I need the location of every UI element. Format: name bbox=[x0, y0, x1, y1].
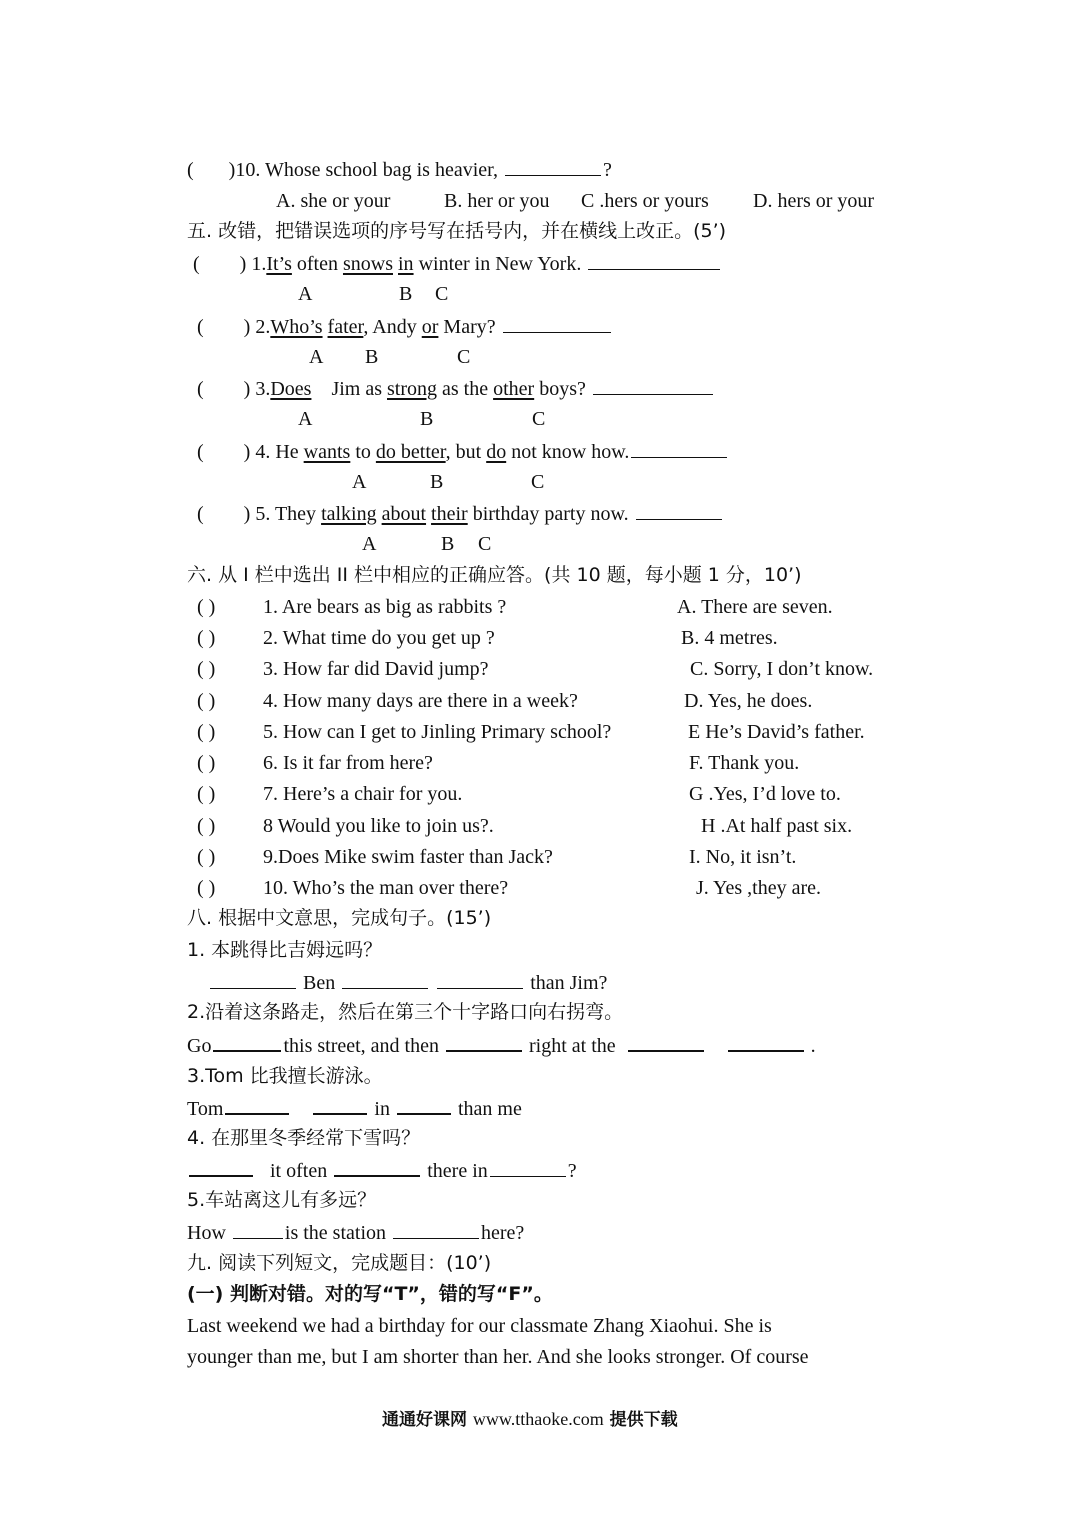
blank bbox=[728, 1032, 804, 1052]
question-3: 3. How far did David jump? bbox=[263, 658, 489, 680]
blank bbox=[397, 1095, 451, 1115]
text: as the bbox=[437, 378, 494, 400]
letter-b: B bbox=[430, 471, 444, 493]
s5-item-1 bbox=[193, 251, 722, 276]
s8-q3-chinese: 3.Tom 比我擅长游泳。 bbox=[187, 1065, 383, 1087]
item-num: 2. bbox=[255, 316, 271, 338]
item-num: 4. bbox=[255, 441, 271, 463]
blank bbox=[334, 1157, 420, 1177]
blank bbox=[210, 970, 296, 989]
s5-item-4 bbox=[197, 439, 729, 464]
option-c-text: or bbox=[421, 316, 439, 338]
text: birthday party now. bbox=[467, 503, 634, 525]
answer-paren: ( ) bbox=[197, 815, 216, 837]
footer bbox=[382, 1407, 678, 1432]
s8-q3-english bbox=[187, 1095, 522, 1121]
answer-paren: ( ) bbox=[197, 316, 251, 338]
letter-c: C bbox=[531, 471, 545, 493]
text: , Andy bbox=[363, 316, 422, 338]
letter-b: B bbox=[399, 283, 413, 305]
question-9: 9.Does Mike swim faster than Jack? bbox=[263, 846, 553, 868]
question-5: 5. How can I get to Jinling Primary school? bbox=[263, 721, 612, 743]
text: in bbox=[369, 1098, 395, 1120]
text: than Jim? bbox=[525, 972, 608, 994]
answer-paren: ( ) bbox=[197, 721, 216, 743]
text: Ben bbox=[298, 972, 341, 994]
letter-b: B bbox=[365, 346, 379, 368]
option-b-text: do better bbox=[375, 441, 446, 463]
section5-title: 五. 改错，把错误选项的序号写在括号内，并在横线上改正。(5’) bbox=[187, 220, 727, 242]
s5-item-5 bbox=[197, 501, 724, 526]
question-2: 2. What time do you get up ? bbox=[263, 627, 495, 649]
text: this street, and then bbox=[283, 1035, 444, 1057]
option-a-text: Who’s bbox=[270, 316, 323, 338]
answer-paren: ( ) bbox=[197, 378, 251, 400]
letter-c: C bbox=[478, 533, 492, 555]
s8-q1-english bbox=[208, 970, 607, 995]
s5-item-2 bbox=[197, 314, 613, 339]
text: He bbox=[270, 441, 304, 463]
question-7: 7. Here’s a chair for you. bbox=[263, 783, 463, 805]
text: They bbox=[270, 503, 322, 525]
q10-blank bbox=[505, 157, 601, 176]
text: winter in New York. bbox=[413, 253, 587, 275]
question-1: 1. Are bears as big as rabbits ? bbox=[263, 596, 507, 618]
text: Jim as bbox=[311, 378, 387, 400]
answer-paren: ( ) bbox=[187, 159, 236, 181]
text: boys? bbox=[534, 378, 591, 400]
q10-text: 10. Whose school bag is heavier, bbox=[235, 159, 503, 181]
answer-b: B. 4 metres. bbox=[681, 627, 778, 649]
q10-option-c: C .hers or yours bbox=[581, 190, 709, 212]
text: right at the bbox=[523, 1035, 621, 1057]
answer-paren: ( ) bbox=[193, 253, 247, 275]
question-4: 4. How many days are there in a week? bbox=[263, 690, 578, 712]
option-b-text: fater bbox=[327, 316, 364, 338]
option-b-text: strong bbox=[387, 378, 437, 400]
text: ? bbox=[567, 1160, 577, 1182]
letter-a: A bbox=[362, 533, 377, 555]
section8-title: 八. 根据中文意思，完成句子。(15’) bbox=[187, 907, 492, 929]
text: than me bbox=[452, 1098, 522, 1120]
item-num: 3. bbox=[255, 378, 271, 400]
answer-paren: ( ) bbox=[197, 503, 251, 525]
footer-url[interactable]: www.tthaoke.com bbox=[472, 1409, 604, 1429]
blank bbox=[342, 970, 428, 989]
blank bbox=[225, 1095, 289, 1115]
correction-blank bbox=[588, 251, 720, 270]
answer-d: D. Yes, he does. bbox=[684, 690, 813, 712]
option-a-text: wants bbox=[303, 441, 351, 463]
answer-g: G .Yes, I’d love to. bbox=[689, 783, 841, 805]
answer-paren: ( ) bbox=[197, 441, 251, 463]
letter-a: A bbox=[309, 346, 324, 368]
letter-a: A bbox=[352, 471, 367, 493]
answer-c: C. Sorry, I don’t know. bbox=[690, 658, 874, 680]
answer-j: J. Yes ,they are. bbox=[696, 877, 821, 899]
passage-line-2: younger than me, but I am shorter than her. And she looks stronger. Of course bbox=[187, 1346, 809, 1368]
text: there in bbox=[422, 1160, 488, 1182]
q10-line bbox=[187, 157, 612, 182]
answer-paren: ( ) bbox=[197, 877, 216, 899]
option-c-text: their bbox=[431, 503, 468, 525]
blank bbox=[437, 970, 523, 989]
letter-c: C bbox=[457, 346, 471, 368]
blank bbox=[446, 1032, 522, 1052]
answer-h: H .At half past six. bbox=[701, 815, 853, 837]
passage-line-1: Last weekend we had a birthday for our classmate Zhang Xiaohui. She is bbox=[187, 1315, 772, 1337]
s8-q5-english bbox=[187, 1220, 524, 1245]
question-8: 8 Would you like to join us?. bbox=[263, 815, 494, 837]
letter-c: C bbox=[532, 408, 546, 430]
q10-end: ? bbox=[602, 159, 612, 181]
blank bbox=[313, 1095, 367, 1115]
q10-option-a: A. she or your bbox=[276, 190, 391, 212]
text: it often bbox=[265, 1160, 333, 1182]
text: Go bbox=[187, 1035, 212, 1057]
correction-blank bbox=[593, 376, 713, 395]
answer-paren: ( ) bbox=[197, 846, 216, 868]
answer-paren: ( ) bbox=[197, 783, 216, 805]
q10-option-b: B. her or you bbox=[444, 190, 550, 212]
blank bbox=[393, 1220, 479, 1239]
section9-title: 九. 阅读下列短文，完成题目：(10’) bbox=[187, 1252, 492, 1274]
correction-blank bbox=[631, 439, 727, 458]
letter-b: B bbox=[420, 408, 434, 430]
option-c-text: in bbox=[398, 253, 414, 275]
text: . bbox=[805, 1035, 816, 1057]
footer-site-name: 通通好课网 bbox=[382, 1410, 467, 1430]
answer-paren: ( ) bbox=[197, 752, 216, 774]
option-c-text: other bbox=[493, 378, 535, 400]
item-num: 1. bbox=[251, 253, 267, 275]
s8-q2-chinese: 2.沿着这条路走，然后在第三个十字路口向右拐弯。 bbox=[187, 1001, 624, 1023]
option-a-text: talking bbox=[321, 503, 377, 525]
answer-f: F. Thank you. bbox=[689, 752, 800, 774]
text: How bbox=[187, 1222, 231, 1244]
correction-blank bbox=[503, 314, 611, 333]
answer-e: E He’s David’s father. bbox=[688, 721, 865, 743]
text: often bbox=[291, 253, 343, 275]
s8-q4-chinese: 4. 在那里冬季经常下雪吗？ bbox=[187, 1127, 421, 1149]
s8-q4-english bbox=[187, 1157, 577, 1183]
q10-option-d: D. hers or your bbox=[753, 190, 875, 212]
option-b-text: snows bbox=[342, 253, 393, 275]
answer-paren: ( ) bbox=[197, 658, 216, 680]
item-num: 5. bbox=[255, 503, 271, 525]
question-6: 6. Is it far from here? bbox=[263, 752, 433, 774]
blank bbox=[213, 1032, 281, 1052]
letter-a: A bbox=[298, 408, 313, 430]
text: , but bbox=[445, 441, 487, 463]
option-c-text: do bbox=[486, 441, 507, 463]
blank bbox=[189, 1157, 253, 1177]
text: to bbox=[350, 441, 376, 463]
answer-i: I. No, it isn’t. bbox=[689, 846, 797, 868]
s8-q1-chinese: 1. 本跳得比吉姆远吗？ bbox=[187, 939, 383, 961]
text: is the station bbox=[284, 1222, 391, 1244]
question-10: 10. Who’s the man over there? bbox=[263, 877, 509, 899]
option-b-text: about bbox=[381, 503, 427, 525]
footer-download-text: 提供下载 bbox=[609, 1410, 678, 1430]
option-a-text: Does bbox=[270, 378, 312, 400]
blank bbox=[233, 1220, 283, 1239]
answer-paren: ( ) bbox=[197, 690, 216, 712]
letter-b: B bbox=[441, 533, 455, 555]
letter-c: C bbox=[435, 283, 449, 305]
text: here? bbox=[481, 1222, 525, 1244]
blank bbox=[490, 1158, 566, 1177]
answer-a: A. There are seven. bbox=[677, 596, 833, 618]
text: Tom bbox=[187, 1098, 224, 1120]
text: not know how. bbox=[506, 441, 630, 463]
blank bbox=[628, 1032, 704, 1052]
letter-a: A bbox=[298, 283, 313, 305]
section6-title: 六. 从 I 栏中选出 II 栏中相应的正确应答。(共 10 题，每小题 1 分，10’) bbox=[187, 564, 802, 586]
s5-item-3 bbox=[197, 376, 715, 401]
s8-q2-english bbox=[187, 1032, 816, 1058]
answer-paren: ( ) bbox=[197, 596, 216, 618]
s8-q5-chinese: 5.车站离这儿有多远？ bbox=[187, 1189, 377, 1211]
answer-paren: ( ) bbox=[197, 627, 216, 649]
correction-blank bbox=[636, 501, 722, 520]
section9-subtitle: (一) 判断对错。对的写“T”，错的写“F”。 bbox=[187, 1283, 553, 1305]
text: Mary? bbox=[438, 316, 501, 338]
option-a-text: It’s bbox=[266, 253, 292, 275]
